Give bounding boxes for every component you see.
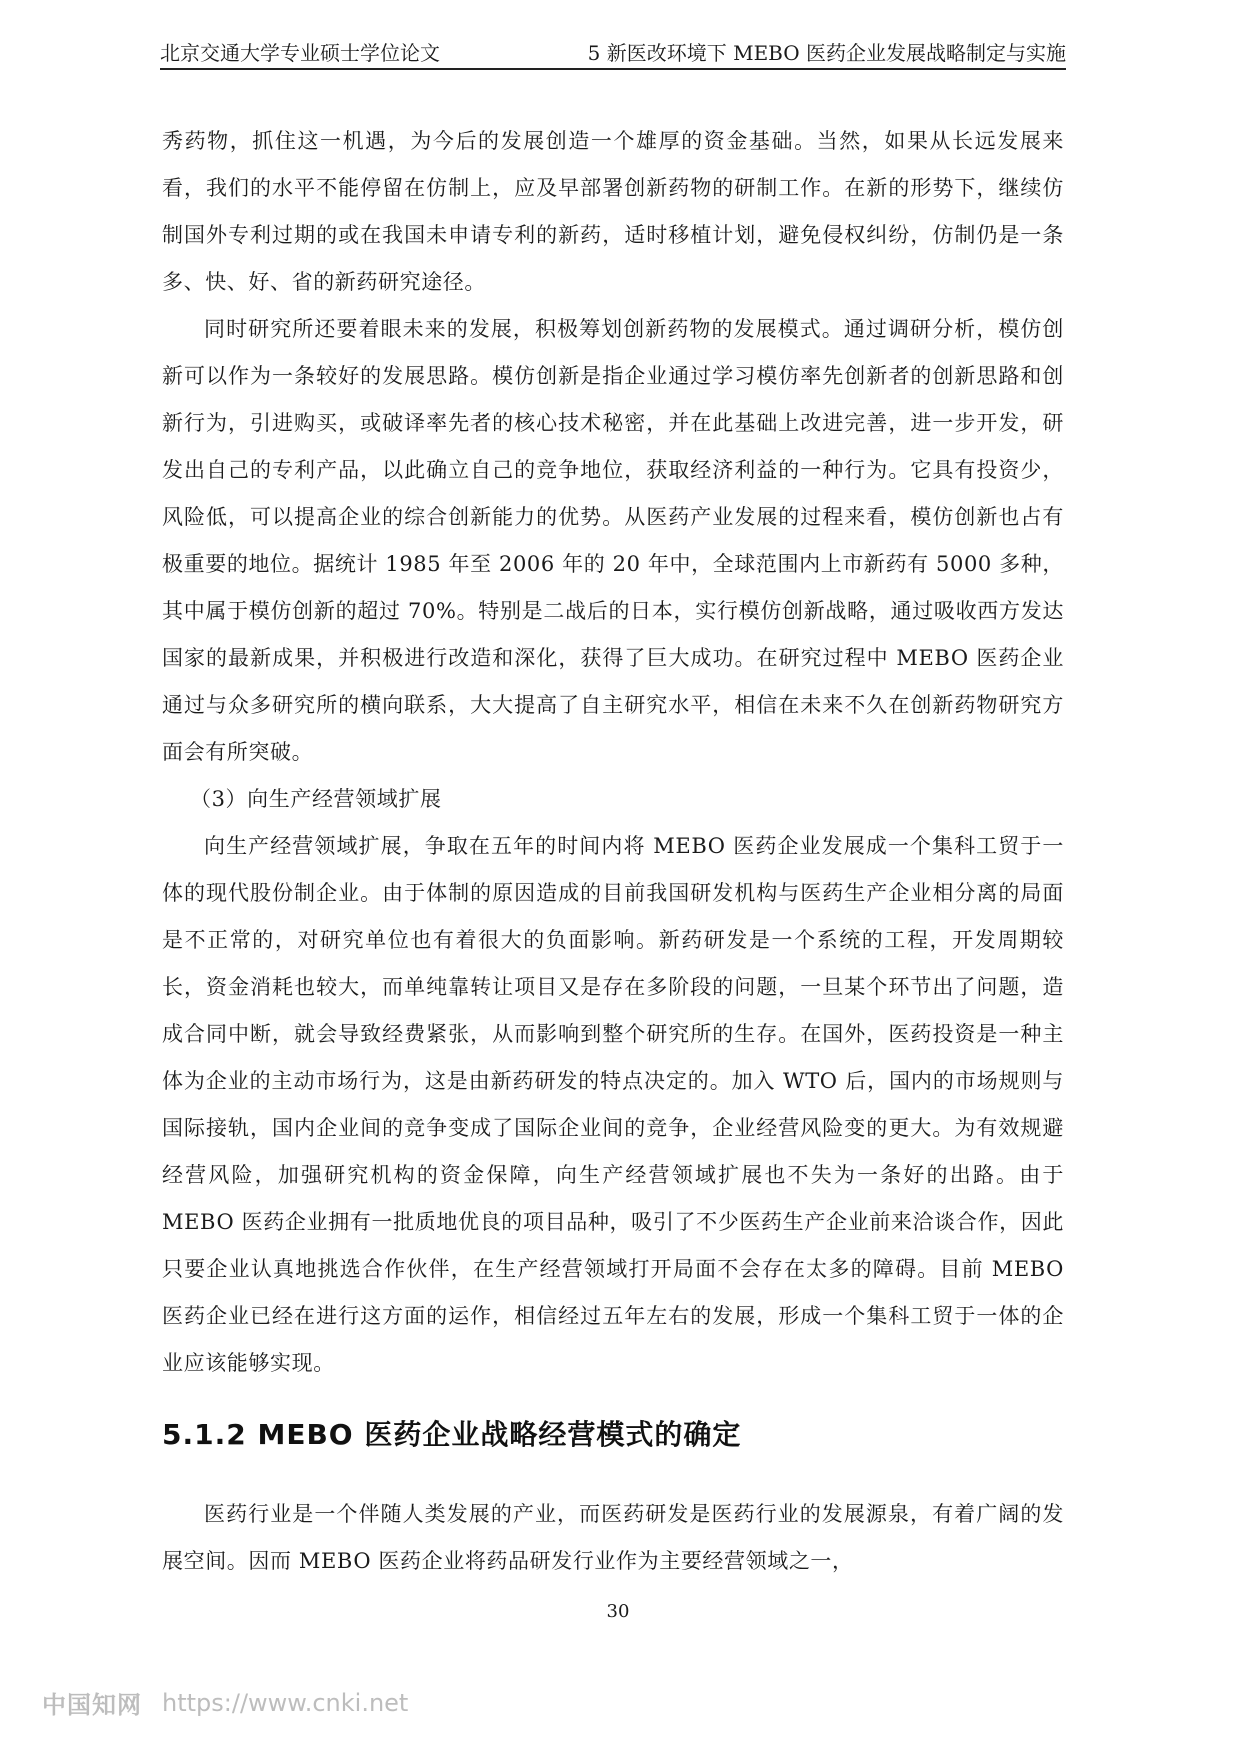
cnki-url: https://www.cnki.net — [162, 1688, 409, 1717]
subheading-production-expansion: （3）向生产经营领域扩展 — [190, 787, 442, 811]
header-thesis-title: 北京交通大学专业硕士学位论文 — [160, 41, 440, 65]
section-heading: 5.1.2 MEBO 医药企业战略经营模式的确定 — [162, 1418, 742, 1451]
cnki-watermark — [42, 1685, 408, 1720]
running-header — [160, 36, 1066, 70]
cnki-logo: 中国知网 — [42, 1691, 142, 1719]
paragraph-production-expansion: 向生产经营领域扩展，争取在五年的时间内将 MEBO 医药企业发展成一个集科工贸于一体的现代股份制企业。由于体制的原因造成的目前我国研发机构与医药生产企业相分离的局面是不正常的，对研究单位也有着很大的负面影响。新药研发是一个系统的工程，开发周期较长，资金消耗也较大，而单纯靠转让项目又是存在多阶段的问题，一旦某个环节出了问题，造成合同中断，就会导致经费紧张，从而影响到整个研究所的生存。在国外，医药投资是一种主体为企业的主动市场行为，这是由新药研发的特点决定的。加入 WTO 后，国内的市场规则与国际接轨，国内企业间的竞争变成了国际企业间的竞争，企业经营风险变的更大。为有效规避经营风险，加强研究机构的资金保障，向生产经营领域扩展也不失为一条好的出路。由于 MEBO 医药企业拥有一批质地优良的项目品种，吸引了不少医药生产企业前来洽谈合作，因此只要企业认真地挑选合作伙伴，在生产经营领域打开局面不会存在太多的障碍。目前 MEBO 医药企业已经在进行这方面的运作，相信经过五年左右的发展，形成一个集科工贸于一体的企业应该能够实现。 — [162, 834, 1064, 1375]
paragraph-business-model: 医药行业是一个伴随人类发展的产业，而医药研发是医药行业的发展源泉，有着广阔的发展空间。因而 MEBO 医药企业将药品研发行业作为主要经营领域之一， — [162, 1502, 1064, 1573]
body-text — [162, 118, 1064, 1585]
header-chapter-title: 5 新医改环境下 MEBO 医药企业发展战略制定与实施 — [587, 41, 1066, 65]
page-number: 30 — [606, 1601, 630, 1622]
paragraph-continued: 秀药物，抓住这一机遇，为今后的发展创造一个雄厚的资金基础。当然，如果从长远发展来看，我们的水平不能停留在仿制上，应及早部署创新药物的研制工作。在新的形势下，继续仿制国外专利过期的或在我国未申请专利的新药，适时移植计划，避免侵权纠纷，仿制仍是一条多、快、好、省的新药研究途径。 — [162, 129, 1064, 294]
paragraph-imitation-innovation: 同时研究所还要着眼未来的发展，积极筹划创新药物的发展模式。通过调研分析，模仿创新可以作为一条较好的发展思路。模仿创新是指企业通过学习模仿率先创新者的创新思路和创新行为，引进购买，或破译率先者的核心技术秘密，并在此基础上改进完善，进一步开发，研发出自己的专利产品，以此确立自己的竞争地位，获取经济利益的一种行为。它具有投资少，风险低，可以提高企业的综合创新能力的优势。从医药产业发展的过程来看，模仿创新也占有极重要的地位。据统计 1985 年至 2006 年的 20 年中，全球范围内上市新药有 5000 多种，其中属于模仿创新的超过 70%。特别是二战后的日本，实行模仿创新战略，通过吸收西方发达国家的最新成果，并积极进行改造和深化，获得了巨大成功。在研究过程中 MEBO 医药企业通过与众多研究所的横向联系，大大提高了自主研究水平，相信在未来不久在创新药物研究方面会有所突破。 — [162, 317, 1064, 764]
